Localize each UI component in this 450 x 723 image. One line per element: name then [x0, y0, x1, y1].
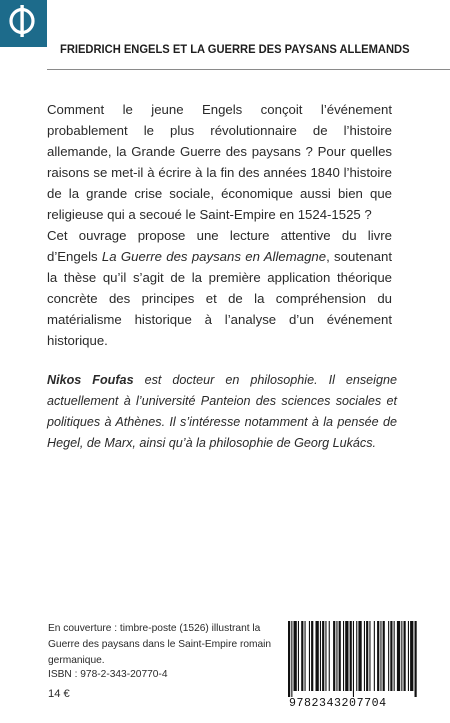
barcode-bar	[366, 621, 368, 691]
barcode-bar	[288, 621, 290, 697]
summary-paragraph-2-start: Cet ouvrage propose une lecture attentive du livre d’Engels	[47, 228, 392, 264]
barcode-bar	[358, 621, 361, 691]
barcode-bar	[333, 621, 335, 691]
author-bio	[47, 370, 397, 454]
page-title: FRIEDRICH ENGELS ET LA GUERRE DES PAYSANS ALLEMANDS	[60, 42, 410, 56]
barcode-bar	[298, 621, 299, 691]
barcode-bar	[339, 621, 341, 691]
header-divider	[47, 69, 450, 70]
cover-caption: En couverture : timbre-poste (1526) illustrant la Guerre des paysans dans le Saint-Empire romain germanique.	[48, 623, 272, 666]
summary-paragraph-1: Comment le jeune Engels conçoit l’événement probablement le plus révolutionnaire de l’histoire allemande, la Grande Guerre des paysans ? Pour quelles raisons se met-il à écrire à la fin des années 1840 l’histoire de la grande crise sociale, économique aussi bien que religieuse qui a secoué le Saint-Empire en 1524-1525 ?	[47, 102, 392, 222]
barcode-bar	[404, 621, 406, 691]
publisher-logo	[0, 0, 47, 47]
barcode-bar	[301, 621, 303, 691]
barcode-bar	[374, 621, 375, 691]
barcode-bar	[311, 621, 313, 691]
barcode-bar	[397, 621, 400, 691]
barcode-bar	[383, 621, 385, 691]
barcode-bar	[343, 621, 344, 691]
barcode-bar	[320, 621, 321, 691]
isbn: ISBN : 978-2-343-20770-4	[48, 669, 168, 680]
author-bio-text: est docteur en philosophie. Il enseigne actuellement à l’université Panteion des sciences sociales et politiques à Athènes. Il s’intéresse notamment à la pensée de Hegel, de Marx, ainsi qu’à la philosophie de Georg Lukács.	[47, 373, 397, 450]
barcode-bar	[325, 621, 326, 691]
barcode-bar	[364, 621, 365, 691]
barcode-bar	[329, 621, 330, 691]
book-title: La Guerre des paysans en Allemagne	[101, 249, 327, 264]
barcode-bar	[388, 621, 389, 691]
barcode-bar	[345, 621, 348, 691]
summary-text	[47, 99, 392, 351]
barcode-bar	[410, 621, 413, 691]
barcode-bar	[356, 621, 357, 691]
barcode-bar	[401, 621, 402, 691]
phi-logo-icon	[0, 0, 47, 47]
barcode-bar	[309, 621, 310, 691]
barcode-bar	[322, 621, 324, 691]
barcode-bar	[305, 621, 306, 691]
barcode-bar	[350, 621, 352, 691]
barcode-bars	[284, 619, 430, 699]
barcode-bar	[353, 621, 354, 697]
barcode-bar	[369, 621, 370, 691]
barcode-bar	[316, 621, 319, 691]
summary-paragraph-2-end: , soutenant la thèse qu’il s’agit de la première application théorique concrète des principes et de la compréhension du matérialisme historique à l’analyse d’un événement historique.	[47, 249, 392, 348]
barcode-bar	[390, 621, 392, 691]
summary-paragraph-2	[47, 225, 392, 351]
barcode-bar	[415, 621, 417, 697]
barcode-bar	[377, 621, 379, 691]
barcode-bar	[394, 621, 395, 691]
barcode-bar	[380, 621, 381, 691]
barcode-digits: 9782343207704	[289, 697, 387, 710]
barcode-bar	[291, 621, 292, 697]
author-name: Nikos Foufas	[47, 373, 134, 387]
price: 14 €	[48, 688, 70, 700]
barcode-bar	[294, 621, 297, 691]
barcode-bar	[336, 621, 337, 691]
barcode-bar	[408, 621, 409, 691]
